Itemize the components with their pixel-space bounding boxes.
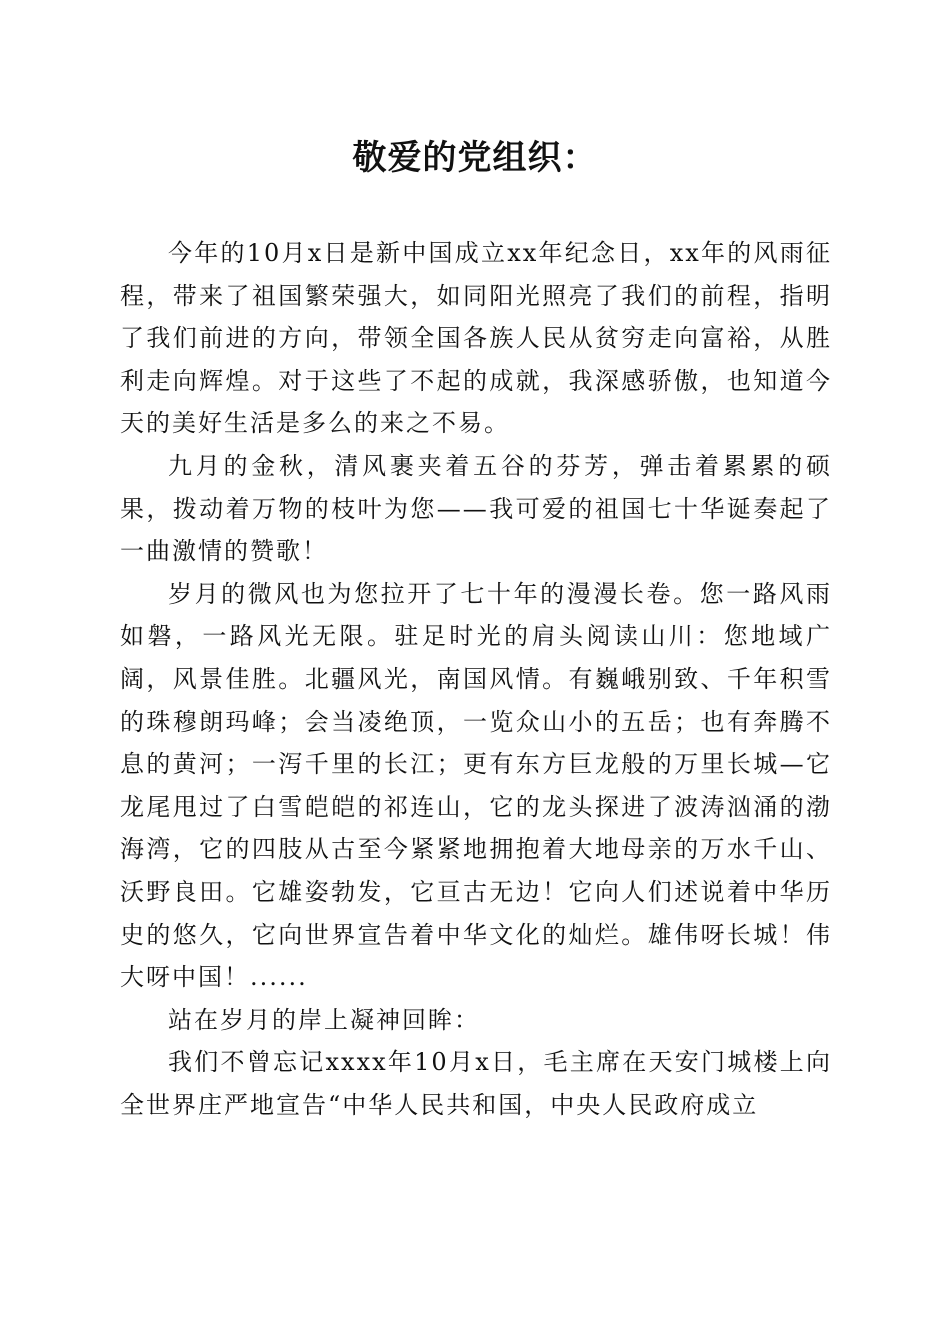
paragraph-4: 站在岁月的岸上凝神回眸： bbox=[168, 1005, 480, 1034]
paragraph-3: 岁月的微风也为您拉开了七十年的漫漫长卷。您一路风雨如磐，一路风光无限。驻足时光的肩头阅读山川：您地域广阔，风景佳胜。北疆风光，南国风情。有巍峨别致、千年积雪的珠穆朗玛峰；会当凌绝顶，一览众山小的五岳；也有奔腾不息的黄河；一泻千里的长江；更有东方巨龙般的万里长城—它龙尾甩过了白雪皑皑的祁连山，它的龙头探进了波涛汹涌的渤海湾，它的四肢从古至今紧紧地拥抱着大地母亲的万水千山、沃野良田。它雄姿勃发，它亘古无边！它向人们述说着中华历史的悠久，它向世界宣告着中华文化的灿烂。雄伟呀长城！伟大呀中国！...... bbox=[120, 579, 832, 992]
paragraph-5: 我们不曾忘记xxxx年10月x日，毛主席在天安门城楼上向全世界庄严地宣告“中华人民共和国，中央人民政府成立 bbox=[120, 1048, 832, 1119]
document-title: 敬爱的党组织： bbox=[352, 138, 598, 178]
paragraph-1: 今年的10月x日是新中国成立xx年纪念日，xx年的风雨征程，带来了祖国繁荣强大，如同阳光照亮了我们的前程，指明了我们前进的方向，带领全国各族人民从贫穷走向富裕，从胜利走向辉煌。对于这些了不起的成就，我深感骄傲，也知道今天的美好生活是多么的来之不易。 bbox=[120, 239, 832, 438]
document-body bbox=[120, 232, 832, 1126]
paragraph-2: 九月的金秋，清风裹夹着五谷的芬芳，弹击着累累的硕果，拨动着万物的枝叶为您——我可爱的祖国七十华诞奏起了一曲激情的赞歌！ bbox=[120, 451, 832, 566]
